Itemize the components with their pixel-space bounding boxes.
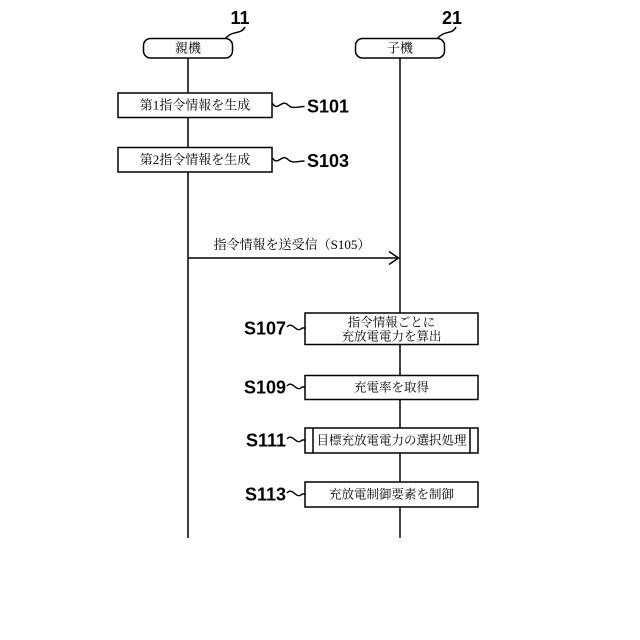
- s103-label: S103: [307, 151, 350, 171]
- s107-connector: [287, 325, 305, 330]
- s109-label: S109: [243, 377, 286, 398]
- message-s105-text: 指令情報を送受信（S105）: [213, 237, 371, 252]
- step-s107-text-line1: 指令情報ごとに: [347, 315, 436, 330]
- s113-connector: [287, 491, 305, 496]
- step-s107-text-line2: 充放電電力を算出: [341, 329, 442, 344]
- s111-label: S111: [245, 430, 286, 451]
- step-s113-text: 充放電制御要素を制御: [328, 487, 455, 502]
- s101-label: S101: [307, 96, 350, 117]
- step-s109-text: 充電率を取得: [353, 380, 430, 395]
- step-s101-text: 第1指令情報を生成: [139, 97, 251, 113]
- leader-line-parent: [226, 27, 246, 39]
- s113-label: S113: [244, 484, 286, 505]
- step-s111-text: 目標充放電電力の選択処理: [316, 433, 467, 448]
- s101-connector: [273, 103, 305, 107]
- step-s103-text: 第2指令情報を生成: [139, 152, 251, 167]
- s107-label: S107: [243, 318, 286, 339]
- s111-connector: [287, 437, 305, 442]
- leader-line-child: [438, 27, 457, 39]
- child-device-label: 子機: [386, 40, 414, 56]
- ref-numeral-parent: 11: [230, 8, 250, 28]
- parent-device-label: 親機: [174, 40, 202, 56]
- ref-numeral-child: 21: [441, 8, 463, 28]
- s109-connector: [287, 384, 305, 389]
- s103-connector: [273, 158, 305, 162]
